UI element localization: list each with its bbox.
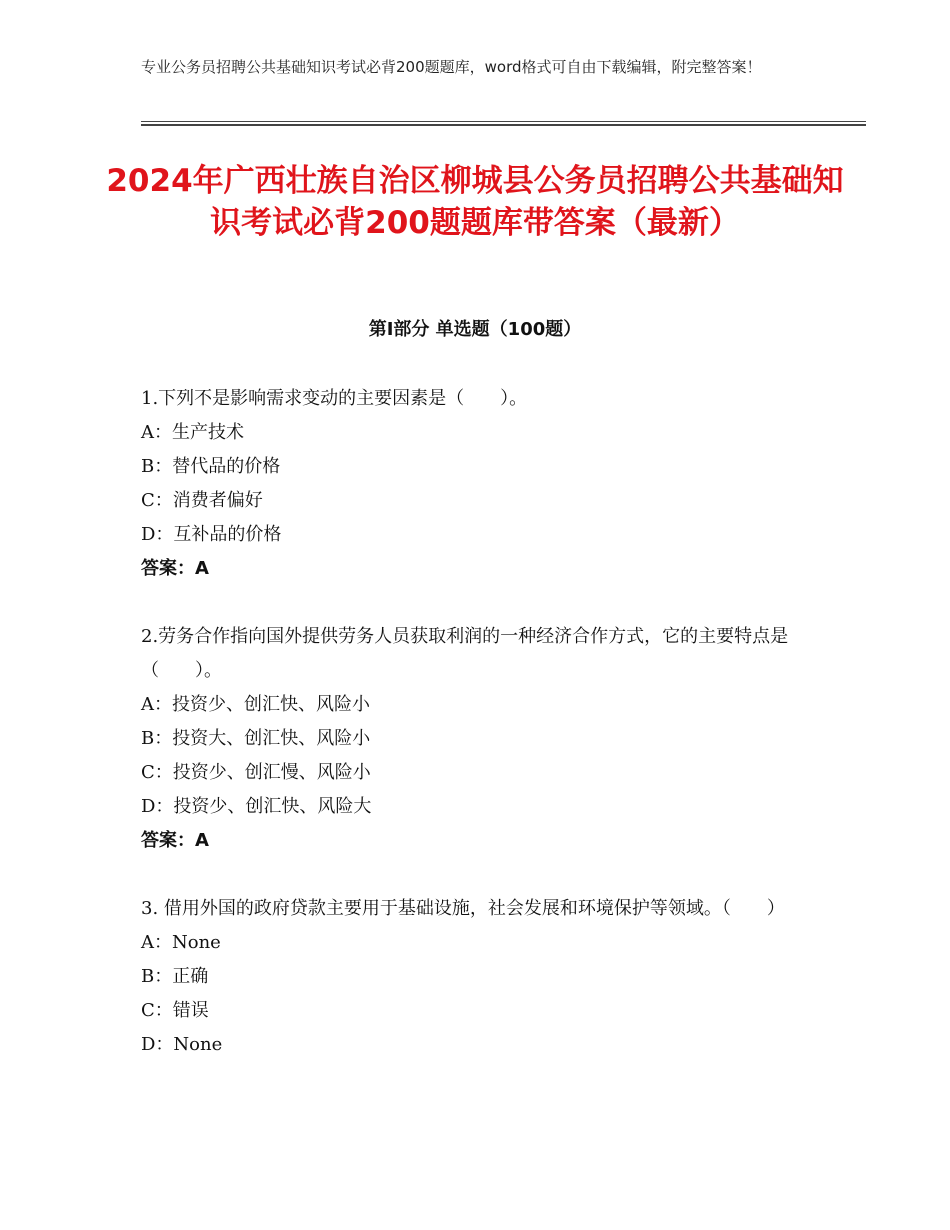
option-b: B：替代品的价格 (141, 456, 281, 477)
document-title: 2024年广西壮族自治区柳城县公务员招聘公共基础知识考试必背200题题库带答案（最新） (106, 163, 844, 241)
question-1 (141, 382, 811, 586)
option-c: C：投资少、创汇慢、风险小 (141, 762, 371, 783)
option-c: C：消费者偏好 (141, 490, 263, 511)
header-note: 专业公务员招聘公共基础知识考试必背200题题库，word格式可自由下载编辑，附完整答案！ (141, 58, 762, 76)
section-title: 第Ⅰ部分 单选题（100题） (368, 319, 582, 340)
option-d: D：投资少、创汇快、风险大 (141, 796, 372, 817)
question-stem: 3. 借用外国的政府贷款主要用于基础设施，社会发展和环境保护等领域。（ ） (141, 898, 785, 919)
header-divider-thick (141, 124, 866, 126)
header-divider-thin (141, 121, 866, 122)
option-a: A：投资少、创汇快、风险小 (141, 694, 370, 715)
option-d: D：互补品的价格 (141, 524, 282, 545)
question-2 (141, 620, 811, 858)
question-list (141, 382, 811, 1096)
option-d: D：None (141, 1034, 223, 1055)
option-a: A：生产技术 (141, 422, 244, 443)
option-c: C：错误 (141, 1000, 209, 1021)
option-a: A：None (141, 932, 221, 953)
option-b: B：投资大、创汇快、风险小 (141, 728, 371, 749)
answer: 答案：A (141, 830, 209, 851)
answer: 答案：A (141, 558, 209, 579)
question-stem: 1.下列不是影响需求变动的主要因素是（ ）。 (141, 388, 528, 409)
option-b: B：正确 (141, 966, 209, 987)
question-stem: 2.劳务合作指向国外提供劳务人员获取利润的一种经济合作方式，它的主要特点是（ ）。 (141, 626, 789, 681)
question-3 (141, 892, 811, 1062)
